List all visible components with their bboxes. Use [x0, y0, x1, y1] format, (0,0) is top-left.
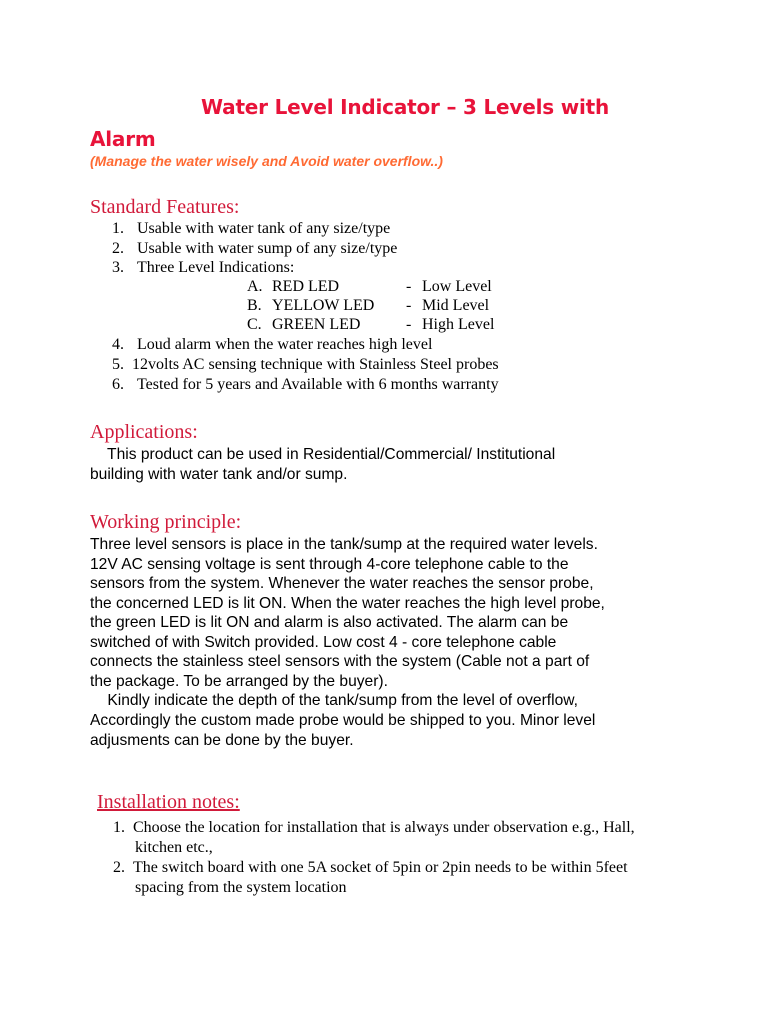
led-name: YELLOW LED [272, 297, 375, 314]
feature-item [112, 356, 499, 374]
led-letter: C. [247, 316, 262, 333]
feature-item [112, 259, 294, 277]
feature-text: Usable with water sump of any size/type [137, 240, 398, 257]
working-line: sensors from the system. Whenever the water reaches the sensor probe, [90, 575, 594, 592]
feature-number: 1. [112, 220, 124, 237]
feature-text: Three Level Indications: [137, 259, 295, 276]
installation-text: The switch board with one 5A socket of 5pin or 2pin needs to be within 5feet [133, 859, 628, 876]
installation-item [113, 859, 628, 877]
applications-line: building with water tank and/or sump. [90, 466, 348, 483]
working-line: switched of with Switch provided. Low cost 4 - core telephone cable [90, 634, 557, 651]
feature-item [112, 336, 432, 354]
installation-continuation: kitchen etc., [135, 839, 213, 856]
working-line: connects the stainless steel sensors with the system (Cable not a part of [90, 653, 590, 670]
feature-item [112, 376, 499, 394]
led-dash: - [406, 278, 412, 295]
led-dash: - [406, 316, 412, 333]
led-name: GREEN LED [272, 316, 361, 333]
document-subtitle: (Manage the water wisely and Avoid water overflow..) [90, 153, 443, 169]
feature-item [112, 240, 397, 258]
document-title-line1: Water Level Indicator – 3 Levels with [201, 95, 610, 119]
installation-text: Choose the location for installation that is always under observation e.g., Hall, [133, 819, 635, 836]
feature-text: Loud alarm when the water reaches high level [137, 336, 433, 353]
working-line: the concerned LED is lit ON. When the water reaches the high level probe, [90, 595, 605, 612]
working-line: adjusments can be done by the buyer. [90, 732, 354, 749]
feature-number: 6. [112, 376, 124, 393]
feature-number: 2. [112, 240, 124, 257]
working-line: the package. To be arranged by the buyer). [90, 673, 388, 690]
working-heading: Working principle: [90, 511, 242, 533]
feature-text: 12volts AC sensing technique with Stainless Steel probes [132, 356, 499, 373]
led-level: High Level [422, 316, 495, 333]
feature-text: Usable with water tank of any size/type [137, 220, 391, 237]
led-dash: - [406, 297, 412, 314]
led-level: Mid Level [422, 297, 490, 314]
installation-heading: Installation notes: [97, 791, 240, 813]
led-letter: A. [247, 278, 263, 295]
led-name: RED LED [272, 278, 340, 295]
applications-line: This product can be used in Residential/Commercial/ Institutional [90, 446, 556, 463]
led-level: Low Level [422, 278, 492, 295]
feature-number: 3. [112, 259, 124, 276]
features-heading: Standard Features: [90, 196, 240, 218]
installation-continuation: spacing from the system location [135, 879, 347, 896]
feature-number: 5. [112, 356, 124, 373]
feature-text: Tested for 5 years and Available with 6 months warranty [137, 376, 499, 393]
working-line: Accordingly the custom made probe would be shipped to you. Minor level [90, 712, 596, 729]
working-line: the green LED is lit ON and alarm is also activated. The alarm can be [90, 614, 569, 631]
working-line: Three level sensors is place in the tank/sump at the required water levels. [90, 536, 598, 553]
working-line: 12V AC sensing voltage is sent through 4-core telephone cable to the [90, 556, 569, 573]
installation-number: 1. [113, 819, 125, 836]
installation-number: 2. [113, 859, 125, 876]
installation-item [113, 819, 635, 837]
document-title-line2: Alarm [90, 127, 156, 151]
feature-number: 4. [112, 336, 124, 353]
led-letter: B. [247, 297, 262, 314]
working-line: Kindly indicate the depth of the tank/sump from the level of overflow, [90, 692, 579, 709]
applications-heading: Applications: [90, 421, 198, 443]
feature-item [112, 220, 390, 238]
